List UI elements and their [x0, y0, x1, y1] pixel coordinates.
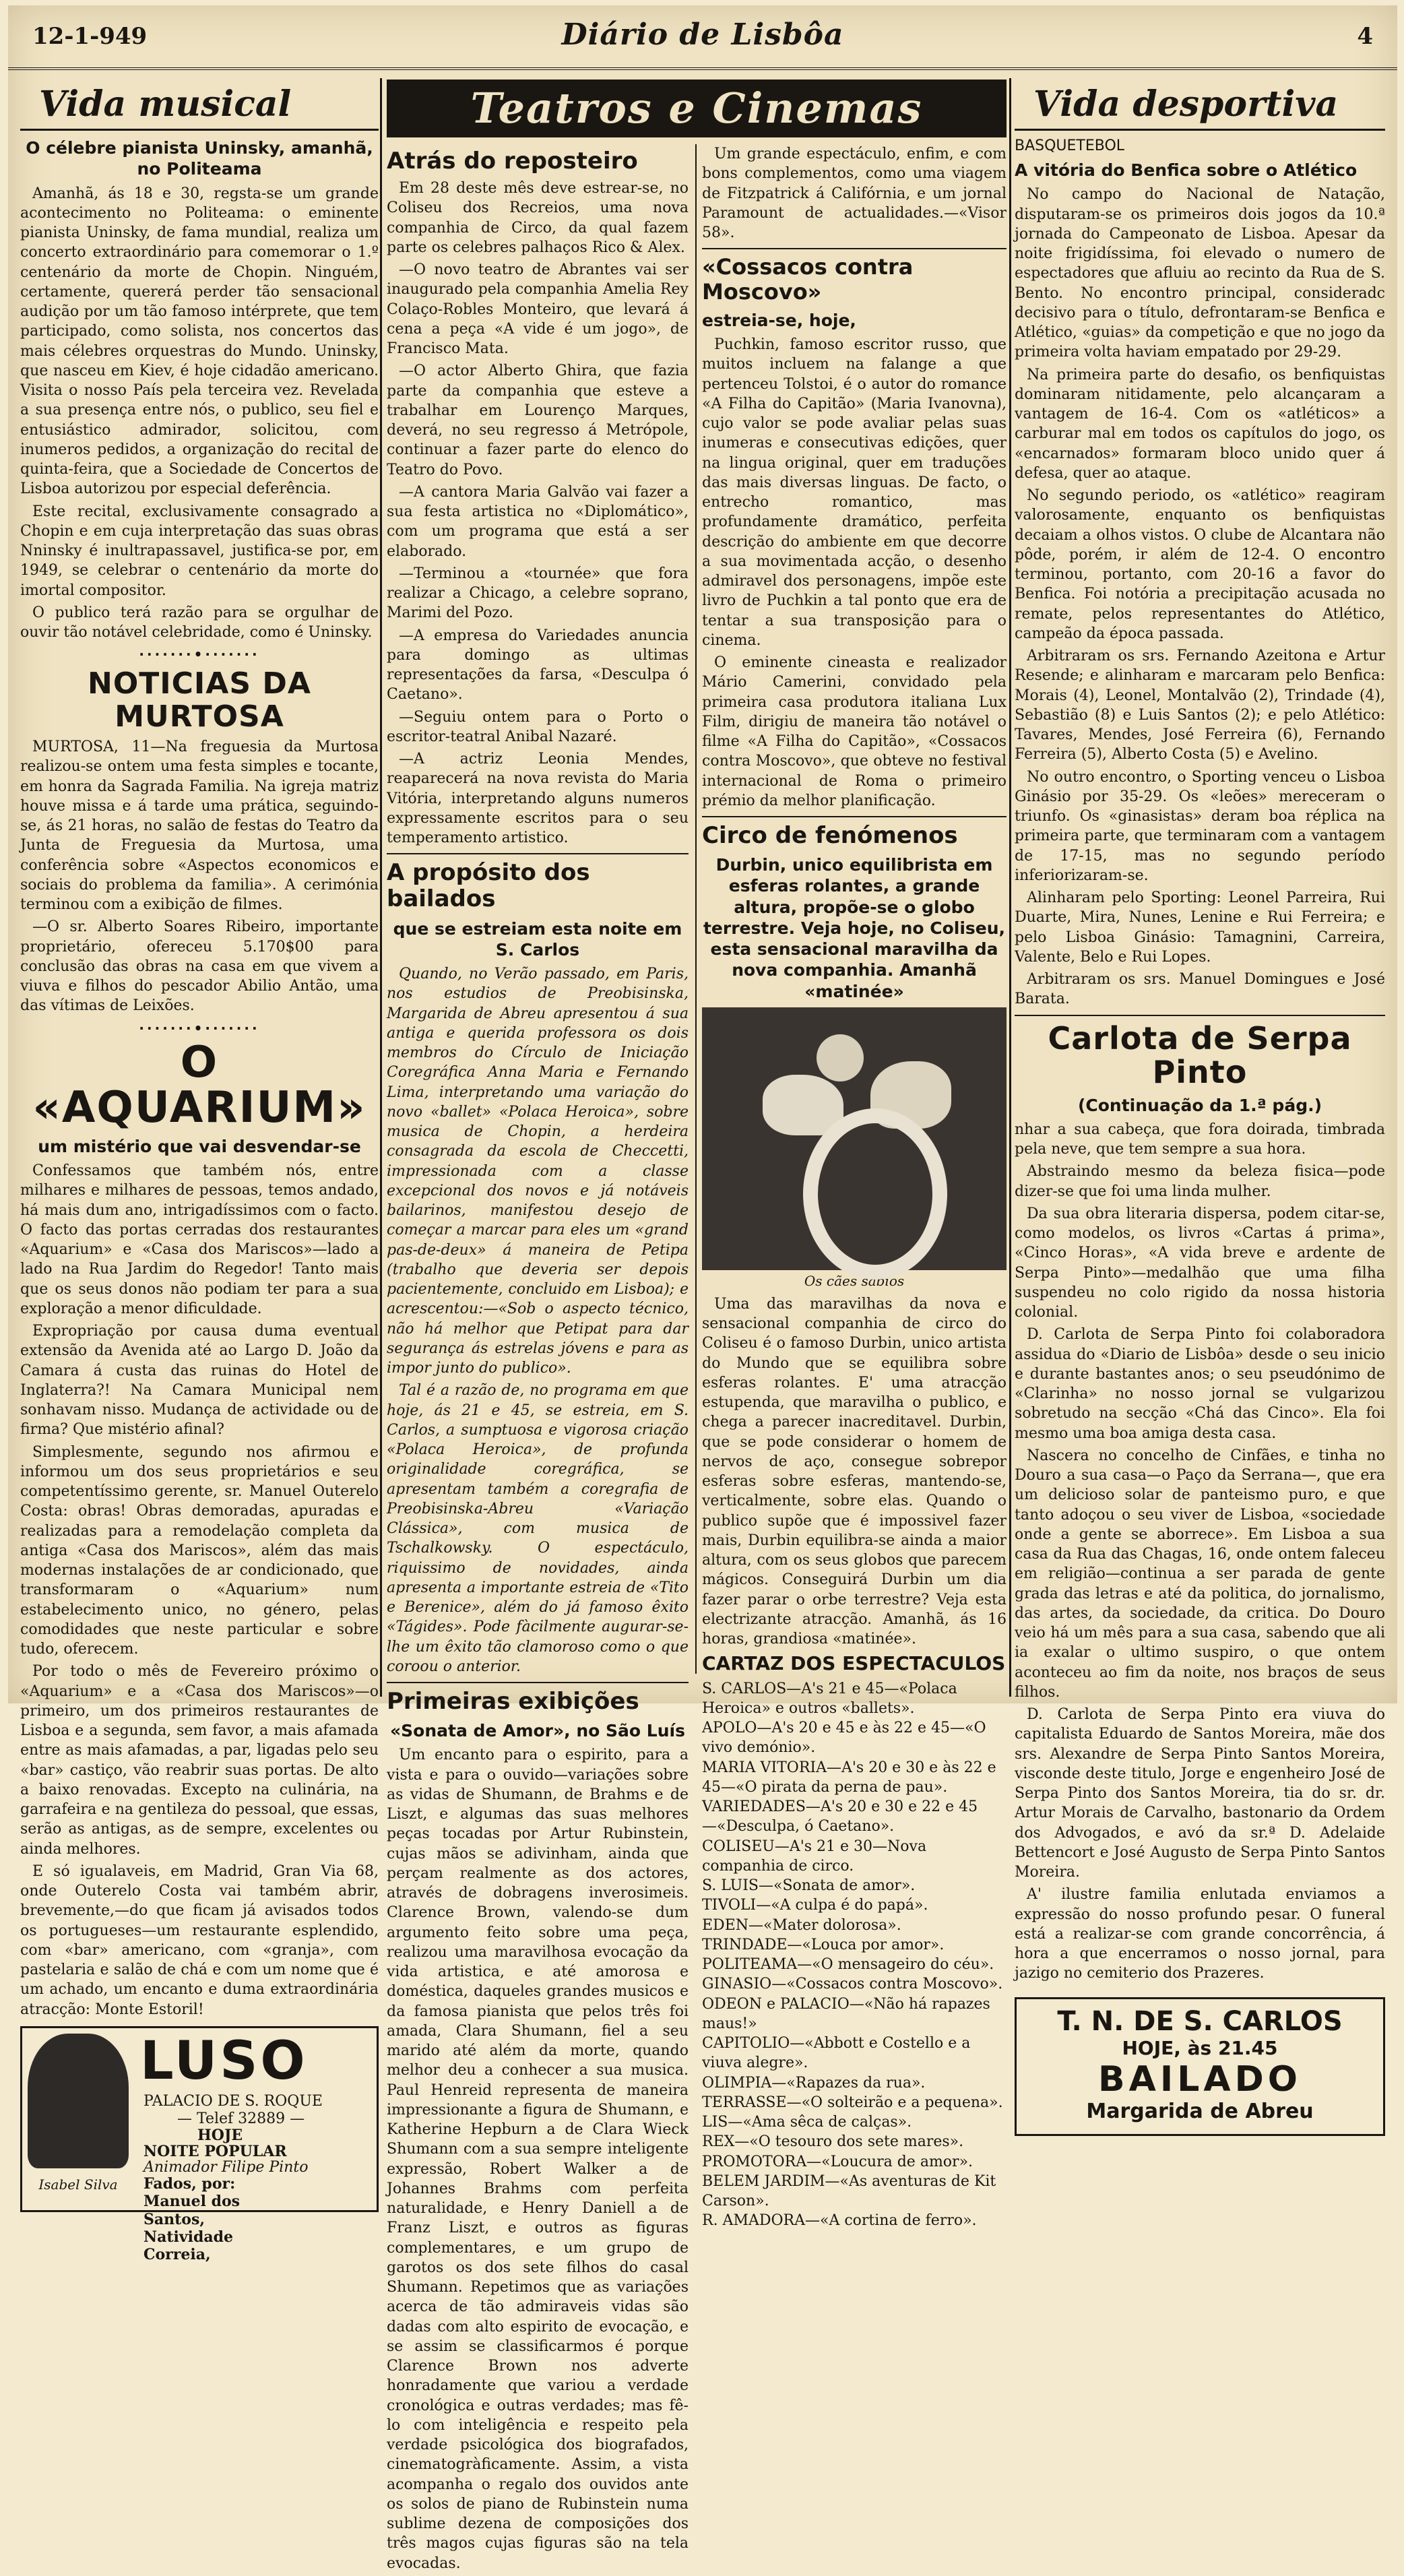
article-paragraph: Na primeira parte do desafio, os benfiquistas dominaram nitidamente, pelo alcançaram a vantagem de 16-4. Com os «atléticos» a carburar mal em todos os capítulos do jogo, os «encarnados» formaram bloco unido quer á defesa, quer ao ataque. — [1015, 366, 1385, 482]
column-vida-musical — [20, 78, 379, 2264]
article-subheadline: que se estreiam esta noite em S. Carlos — [393, 918, 682, 960]
article-headline: «Cossacos contra Moscovo» — [702, 254, 914, 305]
article-paragraph: Arbitraram os srs. Manuel Domingues e José Barata. — [1015, 971, 1385, 1008]
circus-dogs-photo — [702, 1007, 1007, 1270]
listing-item: S. CARLOS—A's 21 e 45—«Polaca Heroica» e outros «ballets». — [702, 1680, 957, 1717]
listing-item: BELEM JARDIM—«As aventuras de Kit Carson». — [702, 2172, 996, 2210]
ad-line: BAILADO — [1098, 2059, 1302, 2100]
newspaper-title: Diário de Lisbôa — [561, 18, 844, 52]
divider — [702, 248, 1007, 249]
ad-title: LUSO — [140, 2030, 308, 2092]
masthead — [8, 5, 1397, 70]
listing-item: EDEN—«Mater dolorosa». — [702, 1916, 901, 1934]
listing-item: TRINDADE—«Louca por amor». — [702, 1936, 945, 1953]
article-paragraph: Simplesmente, segundo nos afirmou e informou um dos seus proprietários e seu competentíssimo gerente, sr. Manuel Outerelo Costa: obras! Obras demoradas, apuradas e realizadas para a remodelação completa da antiga «Casa dos Mariscos», além das mais modernas instalações de ar condicionado, que transformaram o «Aquarium» num estabelecimento unico, no género, pelas comodidades que neste particular e sobre tudo, oferecem. — [20, 1443, 379, 1658]
ad-line: Margarida de Abreu — [1086, 2099, 1314, 2123]
article-paragraph: —O novo teatro de Abrantes vai ser inaugurado pela companhia Amelia Rey Colaço-Robles Monteiro, que levará á cena a peça «A vide é um jogo», de Francisco Mata. — [387, 261, 689, 358]
divider — [702, 816, 1007, 817]
article-headline: O célebre pianista Uninsky, amanhã, no Politeama — [26, 138, 373, 179]
listing-item: REX—«O tesouro dos sete mares». — [702, 2133, 964, 2151]
section-banner: Teatros e Cinemas — [387, 80, 1007, 137]
ad-line: PALACIO DE S. ROQUE — [143, 2092, 323, 2110]
listing-item: COLISEU—A's 21 e 30—Nova companhia de circo. — [702, 1837, 927, 1875]
article-paragraph: —O sr. Alberto Soares Ribeiro, importante proprietário, ofereceu 5.170$00 para conclusão das obras na casa em que vivem a viuva e filhos do pescador Abilio Antão, uma das vítimas de Leixões. — [20, 918, 379, 1015]
article-paragraph: nhar a sua cabeça, que fora doirada, timbrada pela neve, que tem sempre a sua hora. — [1015, 1121, 1385, 1158]
ad-line: HOJE, às 21.45 — [1122, 2036, 1278, 2059]
article-paragraph: O publico terá razão para se orgulhar de ouvir tão notável celebridade, como é Uninsky. — [20, 604, 379, 641]
listing-item: TIVOLI—«A culpa é do papá». — [702, 1897, 928, 1914]
article-paragraph: —A actriz Leonia Mendes, reaparecerá na nova revista do Maria Vitória, interpretando alguns numeros expressamente escritos para o seu temperamento artistico. — [387, 751, 689, 847]
article-paragraph: Tal é a razão de, no programa em que hoje, ás 21 e 45, se estreia, em S. Carlos, a sumptuosa e vigorosa criação «Polaca Heroica», de profunda originalidade coregráfica, se apresentam também a coregrafia de Preobisinska-Abreu «Variação Clássica», com musica de Tschalkowsky. O espectáculo, riquissimo de novidades, ainda apresenta a importante estreia de «Tito e Berenice», além do já famoso êxito «Tágides». Pode fàcilmente augurar-se-lhe um êxito tão clamoroso como o que coroou o anterior. — [387, 1382, 689, 1675]
listing-item: APOLO—A's 20 e 45 e às 22 e 45—«O vivo demónio». — [702, 1720, 986, 1757]
listing-item: VARIEDADES—A's 20 e 30 e 22 e 45—«Desculpa, ó Caetano». — [702, 1798, 978, 1835]
singer-portrait — [28, 2034, 129, 2168]
divider-ornament: ·······•······· — [139, 1019, 260, 1036]
article-paragraph: No outro encontro, o Sporting venceu o Lisboa Ginásio por 35-29. Os «leões» mereceram o triunfo. Os «ginasistas» deram boa réplica na primeira parte, que terminaram com a vantagem de 17-15, mas no segundo período inferiorizaram-se. — [1015, 768, 1385, 884]
section-heading: Vida musical — [20, 81, 379, 131]
article-paragraph: Em 28 deste mês deve estrear-se, no Coliseu dos Recreios, uma nova companhia de Circo, da qual fazem parte os celebres palhaços Rico & Alex. — [387, 180, 689, 256]
ad-title: T. N. DE S. CARLOS — [1057, 2005, 1343, 2037]
ad-line: — Telef 32889 — — [177, 2110, 305, 2127]
newspaper-page — [8, 5, 1397, 2572]
column-divider — [1009, 78, 1011, 1697]
listing-item: LIS—«Ama sêca de calças». — [702, 2114, 912, 2131]
article-headline: A vitória do Benfica sobre o Atlético — [1015, 160, 1358, 180]
article-paragraph: D. Carlota de Serpa Pinto era viuva do capitalista Eduardo de Santos Moreira, mãe dos srs. Alexandre de Serpa Pinto Santos Moreira, visconde deste titulo, Jorge e engenheiro José de Serpa Pinto dos Santos Moreira, tia do sr. dr. Artur Morais de Carvalho, bastonario da Ordem dos Advogados, e avó da sr.ª D. Adelaide Bettencort e José Augusto de Serpa Pinto Santos Moreira. — [1015, 1706, 1385, 1881]
article-paragraph: Da sua obra literaria dispersa, podem citar-se, como modelos, os livros «Cartas á prima», «Cinco Horas», «A vida breve e ardente de Serpa Pinto»—medalhão que uma filha suspendeu no colo rigido da nossa historia colonial. — [1015, 1205, 1385, 1321]
article-subheadline: um mistério que vai desvendar-se — [38, 1136, 361, 1156]
article-paragraph: MURTOSA, 11—Na freguesia da Murtosa realizou-se ontem uma festa simples e tocante, em honra da Sagrada Familia. Na igreja matriz houve missa e á tarde uma prática, seguindo-se, ás 21 horas, no salão de festas do Teatro da Junta de Freguesia da Murtosa, uma conferência sobre «Aspectos economicos e sociais do problema da familia». A cerimónia terminou com a exibição de filmes. — [20, 739, 379, 914]
listing-item: POLITEAMA—«O mensageiro do céu». — [702, 1956, 994, 1974]
article-paragraph: Este recital, exclusivamente consagrado a Chopin e em cuja interpretação das suas obras Nninsky é inultrapassavel, justifica-se por, em 1949, se celebrar o centenário da morte do imortal compositor. — [20, 503, 379, 599]
listing-item: OLIMPIA—«Rapazes da rua». — [702, 2074, 926, 2092]
article-paragraph: Quando, no Verão passado, em Paris, nos estudios de Preobisinska, Margarida de Abreu apresentou á sua antiga e querida professora os dois membros do Círculo de Iniciação Coregráfica Anna Maria e Fernando Lima, interpretando uma variação do novo «ballet» «Polaca Heroica», sobre musica de Chopin, a herdeira consagrada da escola de Checcetti, impressionada com a classe excepcional dos novos e já notáveis bailarinos, manifestou desejo de começar a marcar para eles um «grand pas-de-deux» á maneira de Petipa (trabalho que deveria ser depois pacientemente, concluido em Lisboa); e acrescentou:—«Sob o aspecto técnico, não há melhor que Petipat para dar segurança ás estrelas jóvens e para as impor junto do publico». — [387, 966, 689, 1377]
advertisement-sao-carlos — [1015, 1997, 1385, 2136]
portrait-caption: Isabel Silva — [38, 2176, 118, 2193]
divider — [387, 853, 689, 854]
article-headline: Primeiras exibições — [387, 1688, 639, 1716]
advertisement-luso — [20, 2026, 379, 2264]
article-kicker: BASQUETEBOL — [1015, 137, 1125, 154]
column-teatros-cinemas — [387, 78, 1007, 2572]
subcolumn-left — [387, 144, 689, 2576]
ad-line: NOITE POPULAR — [143, 2142, 287, 2160]
divider — [387, 1682, 689, 1683]
article-headline: Carlota de Serpa Pinto — [1048, 1019, 1352, 1091]
article-headline: NOTICIAS DA MURTOSA — [88, 666, 311, 734]
article-subheadline: (Continuação da 1.ª pág.) — [1077, 1095, 1322, 1115]
article-paragraph: E só igualaveis, em Madrid, Gran Via 68, onde Outerelo Costa vai também abrir, brevemente,—do que ficam já avisados todos os portugueses—um restaurante esplendido, com «bar» americano, com «granja», com pastelaria e salão de chá e com um nome que é um achado, um encanto e duma extraordinária atracção: Monte Estoril! — [20, 1862, 379, 2018]
article-subheadline: Durbin, unico equilibrista em esferas rolantes, a grande altura, propõe-se o globo terrestre. Veja hoje, no Coliseu, esta sensacional maravilha da nova companhia. Amanhã «matinée» — [703, 855, 1006, 1001]
article-subheadline: estreia-se, hoje, — [702, 310, 856, 330]
listing-item: ODEON e PALACIO—«Não há rapazes maus!» — [702, 1995, 990, 2032]
subcolumn-right — [702, 144, 1007, 2231]
article-headline: O «AQUARIUM» — [32, 1037, 366, 1133]
article-paragraph: —O actor Alberto Ghira, que fazia parte da companhia que esteve a trabalhar em Lourenço Marques, deverá, no seu regresso á Metrópole, continuar a fazer parte do elenco do Teatro do Povo. — [387, 363, 689, 478]
article-headline: Atrás do reposteiro — [387, 148, 638, 175]
divider — [1015, 1015, 1385, 1016]
article-paragraph: Confessamos que também nós, entre milhares e milhares de pessoas, temos andado, há mais dum ano, intrigadíssimos com o facto. O facto das portas cerradas dos restaurantes «Aquarium» e «Casa dos Mariscos»—lado a lado na Rua Jardim do Regedor! Tanto mais que os seus donos não podiam ter para a sua exploração a menor dificuldade. — [20, 1162, 379, 1317]
listing-item: CAPITOLIO—«Abbott e Costello e a viuva alegre». — [702, 2035, 971, 2072]
listing-item: TERRASSE—«O solteirão e a pequena». — [702, 2094, 1003, 2111]
subcolumns — [387, 144, 1007, 2572]
section-heading: Vida desportiva — [1015, 81, 1385, 131]
column-divider — [380, 78, 382, 1697]
article-paragraph: No campo do Nacional de Natação, disputaram-se os primeiros dois jogos da 10.ª jornada do Campeonato de Lisboa. Apesar da noite frigidíssima, foi elevado o numero de espectadores que afluiu ao recinto da Rua de S. Bento. No encontro principal, consideradc decisivo para o título, defrontaram-se Benfica e Atlético, «guias» da competição e que no jogo da primeira volta haviam empatado por 29-29. — [1015, 186, 1385, 361]
listing-item: PROMOTORA—«Loucura de amor». — [702, 2153, 974, 2170]
article-paragraph: —Seguiu ontem para o Porto o escritor-teatral Anibal Nazaré. — [387, 708, 689, 745]
article-paragraph: D. Carlota de Serpa Pinto foi colaboradora assidua do «Diario de Lisbôa» desde o seu inicio e durante bastantes anos; o seu pseudónimo de «Clarinha» no nosso jornal se vulgarizou sobretudo na secção «Chá das Cinco». Ela foi mesmo uma boa amiga desta casa. — [1015, 1326, 1385, 1442]
ad-line: Animador Filipe Pinto — [143, 2158, 309, 2176]
article-paragraph: Um encanto para o espirito, para a vista e para o ouvido—variações sobre as vidas de Shumann, de Brahms e de Liszt, e algumas das suas melhores peças tocadas por Artur Rubinstein, cujas mãos se adivinham, ainda que perçam realmente as dos actores, através de dobragens inverosimeis. Clarence Brown, valendo-se dum argumento feito sobre uma peça, realizou uma maravilhosa evocação da vida artistica, e até amorosa e doméstica, daqueles grandes musicos e da famosa pianista que pelos três foi amada, Clara Shumann, fiel a seu marido até além da morte, quando melhor deu a conhecer a sua musica. Paul Henreid representa de maneira impressionante a figura de Shumann, e Katherine Hepburn a de Clara Wieck Shumann com a sua sempre inteligente expressão, Robert Walker a de Johannes Brahms com perfeita naturalidade, e Henry Daniell a de Franz Liszt, e outros as figuras complementares, e um grupo de garotos os dos sete filhos do casal Shumann. Repetimos que as variações acerca de tão admiraveis vidas são dadas com alto espirito de evocação, e se assim se classificarmos é porque Clarence Brown nos adverte honradamente que variou a verdade cronológica e outras verdades; mas fê-lo com inteligência e respeito pela verdade psicológica dos biografados, cinematogràficamente. Assim, a vista acompanha o regalo dos ouvidos ante os solos de piano de Rubinstein numa sublime dezena de composições dos três magos cujas figuras são na tela evocadas. — [387, 1747, 689, 2572]
ad-line: Fados, por: Manuel dos Santos, Natividade Correia, — [143, 2174, 241, 2264]
article-paragraph: —A empresa do Variedades anuncia para domingo as ultimas representações da farsa, «Desculpa ó Caetano». — [387, 627, 689, 703]
listing-item: MARIA VITORIA—A's 20 e 30 e às 22 e 45—«O pirata da perna de pau». — [702, 1759, 996, 1796]
article-paragraph: Nascera no concelho de Cinfães, e tinha no Douro a sua casa—o Paço da Serrana—, que era um delicioso solar de panteismo puro, e que tanto adoçou o seu viver de Lisboa, «sociedade onde a gente se aborrece». Em Lisboa a sua casa da Rua das Chagas, 16, onde ontem faleceu em religião—continua a ser parada de gente grada das letras e até da politica, do jornalismo, das artes, da sociedade, da critica. Do Douro veio há um mês para a sua casa, sabendo que ali ia exalar o ultimo suspiro, o que ontem aconteceu ao fim da noite, nos braços de seus filhos. — [1015, 1447, 1385, 1701]
listing-item: R. AMADORA—«A cortina de ferro». — [702, 2212, 977, 2230]
listings-headline: CARTAZ DOS ESPECTACULOS — [702, 1652, 1006, 1675]
photo-caption: Os cães sábios — [804, 1272, 905, 1289]
article-paragraph: O eminente cineasta e realizador Mário Camerini, convidado pela primeira casa produtora italiana Lux Film, dirigiu de maneira tão notável o filme «A Filha do Capitão», «Cossacos contra Moscovo», que obteve no festival internacional de Roma o primeiro prémio da melhor planificação. — [702, 654, 1007, 809]
article-subheadline: «Sonata de Amor», no São Luís — [390, 1721, 685, 1741]
listings — [702, 1679, 1007, 2231]
circus-hoop — [803, 1108, 947, 1280]
issue-date: 12-1-949 — [32, 23, 148, 50]
ad-line: HOJE — [197, 2126, 243, 2144]
article-paragraph: Alinharam pelo Sporting: Leonel Parreira, Rui Duarte, Mira, Nunes, Lenine e Rui Ferreira; e pelo Lisboa Ginásio: Tamagnini, Carreira, Valente, Belo e Rui Lopes. — [1015, 889, 1385, 966]
article-headline: A propósito dos bailados — [387, 859, 590, 913]
page-number: 4 — [1357, 23, 1373, 50]
article-paragraph: Um grande espectáculo, enfim, e com bons complementos, como uma viagem de Fitzpatrick á Califórnia, e um jornal Paramount de actualidades.—«Visor 58». — [702, 146, 1007, 241]
article-paragraph: —Terminou a «tournée» que fora realizar a Chicago, a celebre soprano, Marimi del Pozo. — [387, 565, 689, 622]
article-paragraph: A' ilustre familia enlutada enviamos a expressão do nosso profundo pesar. O funeral está a realizar-se com grande concorrência, á hora a que encerramos o nosso jornal, para jazigo no cemiterio dos Prazeres. — [1015, 1886, 1385, 1982]
divider-ornament: ·······•······· — [139, 646, 260, 663]
article-paragraph: Por todo o mês de Fevereiro próximo o «Aquarium» e a «Casa dos Mariscos»—o primeiro, um dos primeiros restaurantes de Lisboa e a segunda, sem favor, a mais afamada entre as mais afamadas, a par, ligadas pelo seu «bar» castiço, vão reabrir suas portas. De alto a baixo renovadas. Excepto na culinária, na garrafeira e na gentileza do pessoal, que essas, serão as antigas, as de sempre, excelentes ou ainda melhores. — [20, 1663, 379, 1858]
article-paragraph: Abstraindo mesmo da beleza fisica—pode dizer-se que foi uma linda mulher. — [1015, 1163, 1385, 1200]
article-paragraph: Uma das maravilhas da nova e sensacional companhia de circo do Coliseu é o famoso Durbin, unico artista do Mundo que se equilibra sobre esferas rolantes. E' uma atracção estupenda, que maravilha o publico, e chega a parecer inacreditavel. Durbin, que se pode considerar o homem de nervos de aço, consegue sobrepor esferas sobre esferas, mantendo-se, verticalmente, sobre elas. Quando o publico supõe que é impossivel fazer mais, Durbin equilibra-se ainda a maior altura, com os seus globos que parecem mágicos. Conseguirá Durbin um dia fazer parar o orbe terrestre? Veja esta electrizante atracção. Amanhã, ás 16 horas, grandiosa «matinée». — [702, 1295, 1007, 1648]
article-paragraph: No segundo periodo, os «atlético» reagiram valorosamente, enquanto os benfiquistas decaiam a olhos vistos. O clube de Alcantara não pôde, porém, ir além de 12-4. O encontro terminou, portanto, com 20-16 a favor do Benfica. Foi notória a precipitação acusada no remate, pelos representantes do Atlético, campeão da época passada. — [1015, 487, 1385, 642]
article-paragraph: Expropriação por causa duma eventual extensão da Avenida até ao Largo D. João da Camara á custa das ruinas do Hotel de Inglaterra?! Na Camara Municipal nem sonhavam nisso. Mudança de actividade ou de firma? Que mistério afinal? — [20, 1323, 379, 1439]
article-paragraph: Puchkin, famoso escritor russo, que muitos incluem na falange a que pertenceu Tolstoi, é o autor do romance «A Filha do Capitão» (Maria Ivanovna), cujo valor se pode avaliar pelas suas inumeras e consecutivas edições, quer na lingua original, quer em traduções das mais diversas linguas. De facto, o entrecho romantico, mas profundamente dramático, perfeita descrição do ambiente em que decorre a sua movimentada acção, o desenho admiravel dos personagens, impõe este livro de Puchkin a tal ponto que era de tentar a sua transposição para o cinema. — [702, 336, 1007, 649]
listing-item: S. LUIS—«Sonata de amor». — [702, 1877, 916, 1895]
article-paragraph: Arbitraram os srs. Fernando Azeitona e Artur Resende; e alinharam e marcaram pelo Benfica: Morais (4), Leonel, Montalvão (2), Trindade (4), Sebastião (8) e Luis Santos (2); e pelo Atlético: Tavares, Mendes, José Ferreira (6), Fernando Ferreira (5), Alberto Costa (5) e Avelino. — [1015, 648, 1385, 763]
article-headline: Circo de fenómenos — [702, 822, 958, 850]
column-vida-desportiva — [1015, 78, 1385, 2123]
article-paragraph: —A cantora Maria Galvão vai fazer a sua festa artistica no «Diplomático», com um programa que está a ser elaborado. — [387, 483, 689, 560]
dog-figure — [817, 1034, 864, 1081]
listing-item: GINASIO—«Cossacos contra Moscovo». — [702, 1976, 1003, 1993]
article-paragraph: Amanhã, ás 18 e 30, regsta-se um grande acontecimento no Politeama: o eminente pianista Uninsky, de fama mundial, realiza um concerto extraordinário para comemorar o 1.º centenário da morte de Chopin. Ninguém, certamente, quererá perder tão sensacional audição por um tão famoso intérprete, que tem participado, como solista, nos concertos das mais célebres orquestras do Mundo. Uninsky, que nasceu em Kiev, é hoje cidadão americano. Visita o nosso País pela terceira vez. Revelada a sua presença entre nós, o publico, seu fiel e entusiástico admirador, solicitou, com inumeros pedidos, a organização do recital de quinta-feira, que a Sociedade de Concertos de Lisboa autorizou por especial deferência. — [20, 185, 379, 498]
column-divider — [695, 144, 697, 1674]
